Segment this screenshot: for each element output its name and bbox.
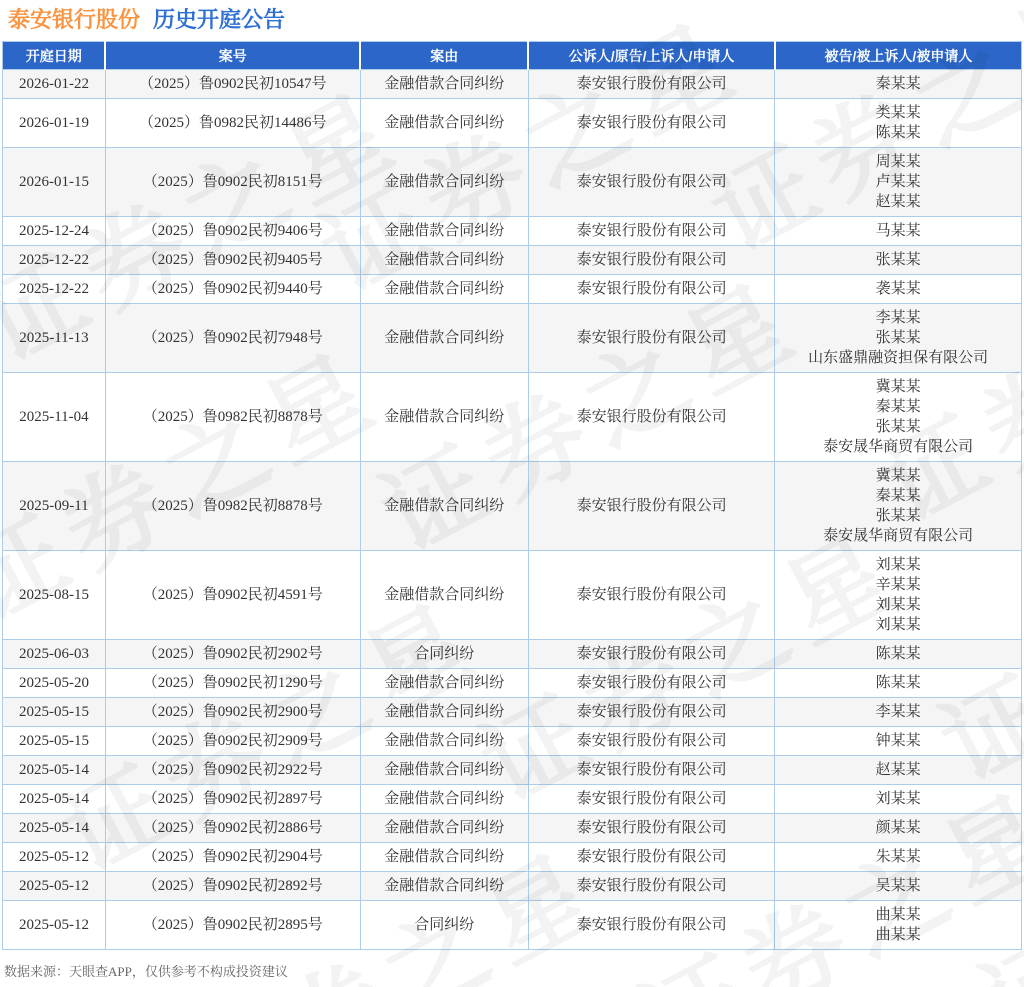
hearing-date-cell: 2026-01-19	[3, 99, 106, 148]
plaintiff-cell: 泰安银行股份有限公司	[528, 462, 775, 551]
hearing-date-cell: 2025-06-03	[3, 640, 106, 669]
hearing-date-cell: 2025-11-13	[3, 304, 106, 373]
defendants-cell	[775, 901, 1022, 950]
case-number-cell: （2025）鲁0902民初2895号	[105, 901, 360, 950]
defendants-cell	[775, 70, 1022, 99]
report-type: 历史开庭公告	[153, 7, 286, 32]
hearing-date-cell: 2025-05-12	[3, 843, 106, 872]
page-title	[8, 7, 1024, 33]
hearing-date-cell: 2025-05-12	[3, 901, 106, 950]
defendant-name: 类某某	[875, 105, 921, 121]
header-cell: 被告/被上诉人/被申请人	[775, 42, 1022, 70]
plaintiff-cell: 泰安银行股份有限公司	[528, 814, 775, 843]
header-cell: 案由	[360, 42, 528, 70]
case-number-cell: （2025）鲁0902民初10547号	[105, 70, 360, 99]
table-row	[3, 304, 1022, 373]
table-row	[3, 901, 1022, 950]
defendants-cell	[775, 99, 1022, 148]
plaintiff-cell: 泰安银行股份有限公司	[528, 373, 775, 462]
cause-cell: 金融借款合同纠纷	[360, 99, 528, 148]
defendants-cell	[775, 217, 1022, 246]
defendant-name: 张某某	[875, 330, 921, 346]
header-cell: 开庭日期	[3, 42, 106, 70]
case-number-cell: （2025）鲁0902民初2902号	[105, 640, 360, 669]
hearing-date-cell: 2025-12-22	[3, 275, 106, 304]
defendant-name: 曲某某	[875, 907, 921, 923]
company-name: 泰安银行股份	[8, 7, 141, 32]
case-number-cell: （2025）鲁0982民初14486号	[105, 99, 360, 148]
hearings-table	[2, 41, 1022, 950]
defendant-name: 卢某某	[875, 174, 921, 190]
defendants-cell	[775, 756, 1022, 785]
defendants-cell	[775, 551, 1022, 640]
hearing-date-cell: 2026-01-22	[3, 70, 106, 99]
defendants-cell	[775, 814, 1022, 843]
cause-cell: 金融借款合同纠纷	[360, 814, 528, 843]
table-row	[3, 275, 1022, 304]
defendant-name: 张某某	[875, 419, 921, 435]
table-row	[3, 246, 1022, 275]
table-row	[3, 217, 1022, 246]
cause-cell: 金融借款合同纠纷	[360, 70, 528, 99]
defendant-name: 张某某	[875, 252, 921, 268]
defendants-cell	[775, 275, 1022, 304]
defendant-name: 陈某某	[875, 675, 921, 691]
plaintiff-cell: 泰安银行股份有限公司	[528, 304, 775, 373]
plaintiff-cell: 泰安银行股份有限公司	[528, 217, 775, 246]
table-row	[3, 727, 1022, 756]
hearing-date-cell: 2025-05-14	[3, 785, 106, 814]
case-number-cell: （2025）鲁0902民初2922号	[105, 756, 360, 785]
table-row	[3, 551, 1022, 640]
defendant-name: 山东盛鼎融资担保有限公司	[808, 350, 989, 366]
table-body	[3, 70, 1022, 950]
cause-cell: 金融借款合同纠纷	[360, 872, 528, 901]
hearing-date-cell: 2025-05-12	[3, 872, 106, 901]
defendant-name: 秦某某	[875, 399, 921, 415]
case-number-cell: （2025）鲁0902民初2900号	[105, 698, 360, 727]
defendant-name: 钟某某	[875, 733, 921, 749]
defendants-cell	[775, 698, 1022, 727]
case-number-cell: （2025）鲁0902民初9405号	[105, 246, 360, 275]
cause-cell: 金融借款合同纠纷	[360, 785, 528, 814]
defendant-name: 刘某某	[875, 617, 921, 633]
defendant-name: 吴某某	[875, 878, 921, 894]
defendant-name: 泰安晟华商贸有限公司	[823, 528, 974, 544]
defendants-cell	[775, 872, 1022, 901]
plaintiff-cell: 泰安银行股份有限公司	[528, 727, 775, 756]
hearing-date-cell: 2025-11-04	[3, 373, 106, 462]
case-number-cell: （2025）鲁0902民初1290号	[105, 669, 360, 698]
table-row	[3, 872, 1022, 901]
header-cell: 案号	[105, 42, 360, 70]
cause-cell: 金融借款合同纠纷	[360, 217, 528, 246]
case-number-cell: （2025）鲁0902民初7948号	[105, 304, 360, 373]
defendants-cell	[775, 785, 1022, 814]
defendants-cell	[775, 304, 1022, 373]
hearing-date-cell: 2026-01-15	[3, 148, 106, 217]
table-row	[3, 756, 1022, 785]
table-row	[3, 70, 1022, 99]
table-row	[3, 814, 1022, 843]
defendants-cell	[775, 462, 1022, 551]
table-row	[3, 640, 1022, 669]
defendant-name: 泰安晟华商贸有限公司	[823, 439, 974, 455]
defendant-name: 刘某某	[875, 597, 921, 613]
plaintiff-cell: 泰安银行股份有限公司	[528, 148, 775, 217]
hearing-date-cell: 2025-08-15	[3, 551, 106, 640]
cause-cell: 金融借款合同纠纷	[360, 669, 528, 698]
hearing-date-cell: 2025-05-20	[3, 669, 106, 698]
defendant-name: 朱某某	[875, 849, 921, 865]
hearing-date-cell: 2025-09-11	[3, 462, 106, 551]
case-number-cell: （2025）鲁0902民初8151号	[105, 148, 360, 217]
defendant-name: 刘某某	[875, 791, 921, 807]
defendant-name: 陈某某	[875, 646, 921, 662]
table-row	[3, 698, 1022, 727]
defendants-cell	[775, 246, 1022, 275]
hearing-date-cell: 2025-12-22	[3, 246, 106, 275]
defendant-name: 曲某某	[875, 927, 921, 943]
hearing-date-cell: 2025-05-14	[3, 814, 106, 843]
case-number-cell: （2025）鲁0982民初8878号	[105, 462, 360, 551]
cause-cell: 金融借款合同纠纷	[360, 275, 528, 304]
plaintiff-cell: 泰安银行股份有限公司	[528, 901, 775, 950]
plaintiff-cell: 泰安银行股份有限公司	[528, 756, 775, 785]
defendants-cell	[775, 373, 1022, 462]
plaintiff-cell: 泰安银行股份有限公司	[528, 785, 775, 814]
cause-cell: 金融借款合同纠纷	[360, 373, 528, 462]
defendant-name: 李某某	[875, 310, 921, 326]
defendant-name: 赵某某	[875, 762, 921, 778]
defendants-cell	[775, 640, 1022, 669]
case-number-cell: （2025）鲁0982民初8878号	[105, 373, 360, 462]
plaintiff-cell: 泰安银行股份有限公司	[528, 70, 775, 99]
case-number-cell: （2025）鲁0902民初9440号	[105, 275, 360, 304]
table-row	[3, 99, 1022, 148]
defendant-name: 辛某某	[875, 577, 921, 593]
defendant-name: 刘某某	[875, 557, 921, 573]
plaintiff-cell: 泰安银行股份有限公司	[528, 698, 775, 727]
case-number-cell: （2025）鲁0902民初2897号	[105, 785, 360, 814]
hearing-date-cell: 2025-12-24	[3, 217, 106, 246]
defendant-name: 颜某某	[875, 820, 921, 836]
table-row	[3, 669, 1022, 698]
case-number-cell: （2025）鲁0902民初2892号	[105, 872, 360, 901]
cause-cell: 合同纠纷	[360, 901, 528, 950]
table-row	[3, 785, 1022, 814]
cause-cell: 金融借款合同纠纷	[360, 698, 528, 727]
case-number-cell: （2025）鲁0902民初9406号	[105, 217, 360, 246]
table-row	[3, 843, 1022, 872]
plaintiff-cell: 泰安银行股份有限公司	[528, 246, 775, 275]
plaintiff-cell: 泰安银行股份有限公司	[528, 275, 775, 304]
cause-cell: 金融借款合同纠纷	[360, 462, 528, 551]
case-number-cell: （2025）鲁0902民初2886号	[105, 814, 360, 843]
defendant-name: 李某某	[875, 704, 921, 720]
plaintiff-cell: 泰安银行股份有限公司	[528, 551, 775, 640]
cause-cell: 金融借款合同纠纷	[360, 551, 528, 640]
cause-cell: 金融借款合同纠纷	[360, 246, 528, 275]
cause-cell: 金融借款合同纠纷	[360, 843, 528, 872]
cause-cell: 金融借款合同纠纷	[360, 756, 528, 785]
plaintiff-cell: 泰安银行股份有限公司	[528, 872, 775, 901]
hearing-date-cell: 2025-05-15	[3, 698, 106, 727]
cause-cell: 金融借款合同纠纷	[360, 148, 528, 217]
defendant-name: 张某某	[875, 508, 921, 524]
defendant-name: 袭某某	[875, 281, 921, 297]
defendant-name: 秦某某	[875, 488, 921, 504]
cause-cell: 金融借款合同纠纷	[360, 304, 528, 373]
defendant-name: 陈某某	[875, 125, 921, 141]
table-row	[3, 462, 1022, 551]
defendant-name: 赵某某	[875, 194, 921, 210]
defendant-name: 冀某某	[875, 468, 921, 484]
defendant-name: 周某某	[875, 154, 921, 170]
case-number-cell: （2025）鲁0902民初4591号	[105, 551, 360, 640]
data-source-note: 数据来源：天眼查APP，仅供参考不构成投资建议	[4, 964, 288, 979]
case-number-cell: （2025）鲁0902民初2904号	[105, 843, 360, 872]
header-cell: 公诉人/原告/上诉人/申请人	[528, 42, 775, 70]
defendant-name: 马某某	[875, 223, 921, 239]
cause-cell: 合同纠纷	[360, 640, 528, 669]
defendant-name: 冀某某	[875, 379, 921, 395]
defendants-cell	[775, 843, 1022, 872]
defendants-cell	[775, 727, 1022, 756]
defendants-cell	[775, 148, 1022, 217]
plaintiff-cell: 泰安银行股份有限公司	[528, 843, 775, 872]
table-header-row	[3, 42, 1022, 70]
defendants-cell	[775, 669, 1022, 698]
cause-cell: 金融借款合同纠纷	[360, 727, 528, 756]
plaintiff-cell: 泰安银行股份有限公司	[528, 640, 775, 669]
defendant-name: 秦某某	[875, 76, 921, 92]
hearing-date-cell: 2025-05-15	[3, 727, 106, 756]
plaintiff-cell: 泰安银行股份有限公司	[528, 669, 775, 698]
table-row	[3, 373, 1022, 462]
plaintiff-cell: 泰安银行股份有限公司	[528, 99, 775, 148]
table-row	[3, 148, 1022, 217]
hearing-date-cell: 2025-05-14	[3, 756, 106, 785]
case-number-cell: （2025）鲁0902民初2909号	[105, 727, 360, 756]
